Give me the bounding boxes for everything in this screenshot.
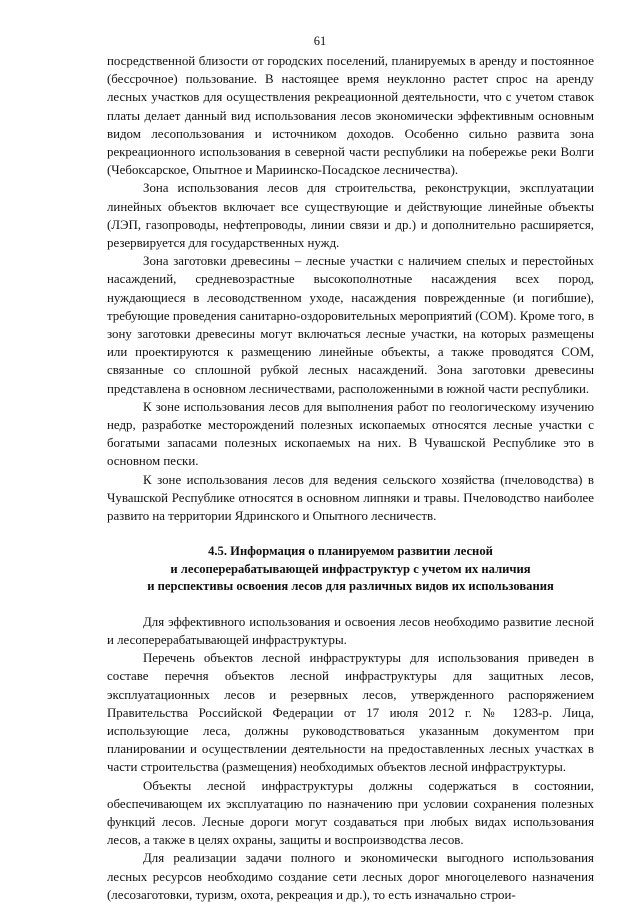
- paragraph-recreation-zone: посредственной близости от городских поселений, планируемых в аренду и постоянное (бессрочное) пользование. В настоящее время неуклонно растет спрос на аренду лесных участков для осуществления рекреационной деятельности, что с учетом ставок платы делает данный вид использования лесов экономически эффективным основным видом лесопользования и источником доходов. Особенно сильно развита зона рекреационного использования в северной части республики на побережье реки Волги (Чебоксарское, Опытное и Мариинско-Посадское лесничества).: [107, 54, 594, 178]
- paragraph-forest-roads: Для реализации задачи полного и экономически выгодного использования лесных ресурсов необходимо создание сети лесных дорог многоцелевого назначения (лесозаготовки, туризм, охота, рекреация и др.), то есть изначально строи-: [107, 851, 594, 902]
- section-heading-line-1: 4.5. Информация о планируемом развитии лесной: [208, 544, 493, 559]
- paragraph-infrastructure-maintenance: Объекты лесной инфраструктуры должны содержаться в состоянии, обеспечивающем их эксплуатацию по назначению при условии сохранения полезных функций лесов. Лесные дороги могут создаваться при любых видах использования лесов, а также в целях охраны, защиты и воспроизводства лесов.: [107, 778, 594, 848]
- section-heading-line-3: и перспективы освоения лесов для различных видов их использования: [147, 579, 554, 594]
- section-heading: [107, 543, 594, 596]
- paragraph-geology-zone: К зоне использования лесов для выполнения работ по геологическому изучению недр, разработке месторождений полезных ископаемых относятся лесные участки с богатыми запасами полезных ископаемых на них. В Чувашской Республике это в основном пески.: [107, 399, 594, 469]
- paragraph-linear-objects-zone: Зона использования лесов для строительства, реконструкции, эксплуатации линейных объектов включает все существующие и действующие линейные объекты (ЛЭП, газопроводы, нефтепроводы, линии связи и др.) и дополнительно расширяется, резервируется для государственных нужд.: [107, 181, 594, 251]
- paragraph-infrastructure-list: Перечень объектов лесной инфраструктуры для использования приведен в составе перечня объектов лесной инфраструктуры для защитных лесов, эксплуатационных лесов и резервных лесов, утвержденного распоряжением Правительства Российской Федерации от 17 июля 2012 г. № 1283-р. Лица, использующие леса, должны руководствоваться указанным документом при планировании и осуществлении деятельности на предоставленных лесных участках в части строительства (размещения) необходимых объектов лесной инфраструктуры.: [107, 651, 594, 775]
- paragraph-agriculture-zone: К зоне использования лесов для ведения сельского хозяйства (пчеловодства) в Чувашской Республике относятся в основном липняки и травы. Пчеловодство наиболее развито на территории Ядринского и Опытного лесничеств.: [107, 472, 594, 524]
- page-number: 61: [313, 34, 327, 48]
- paragraph-infrastructure-intro: Для эффективного использования и освоения лесов необходимо развитие лесной и лесоперерабатывающей инфраструктуры.: [107, 614, 594, 647]
- document-body: [107, 52, 594, 904]
- paragraph-timber-harvest-zone: Зона заготовки древесины – лесные участки с наличием спелых и перестойных насаждений, средневозрастные высокополнотные насаждения всех пород, нуждающиеся в лесоводственном уходе, насаждения поврежденные (и погибшие), требующие проведения санитарно-оздоровительных мероприятий (СОМ). Кроме того, в зону заготовки древесины могут включаться лесные участки, на которых размещены или проектируются к размещению линейные объекты, а также проводятся СОМ, связанные со сплошной рубкой лесных насаждений. Зона заготовки древесины представлена в основном лесничествами, расположенными в южной части республики.: [107, 254, 594, 396]
- section-heading-line-2: и лесоперерабатывающей инфраструктур с учетом их наличия: [170, 561, 531, 576]
